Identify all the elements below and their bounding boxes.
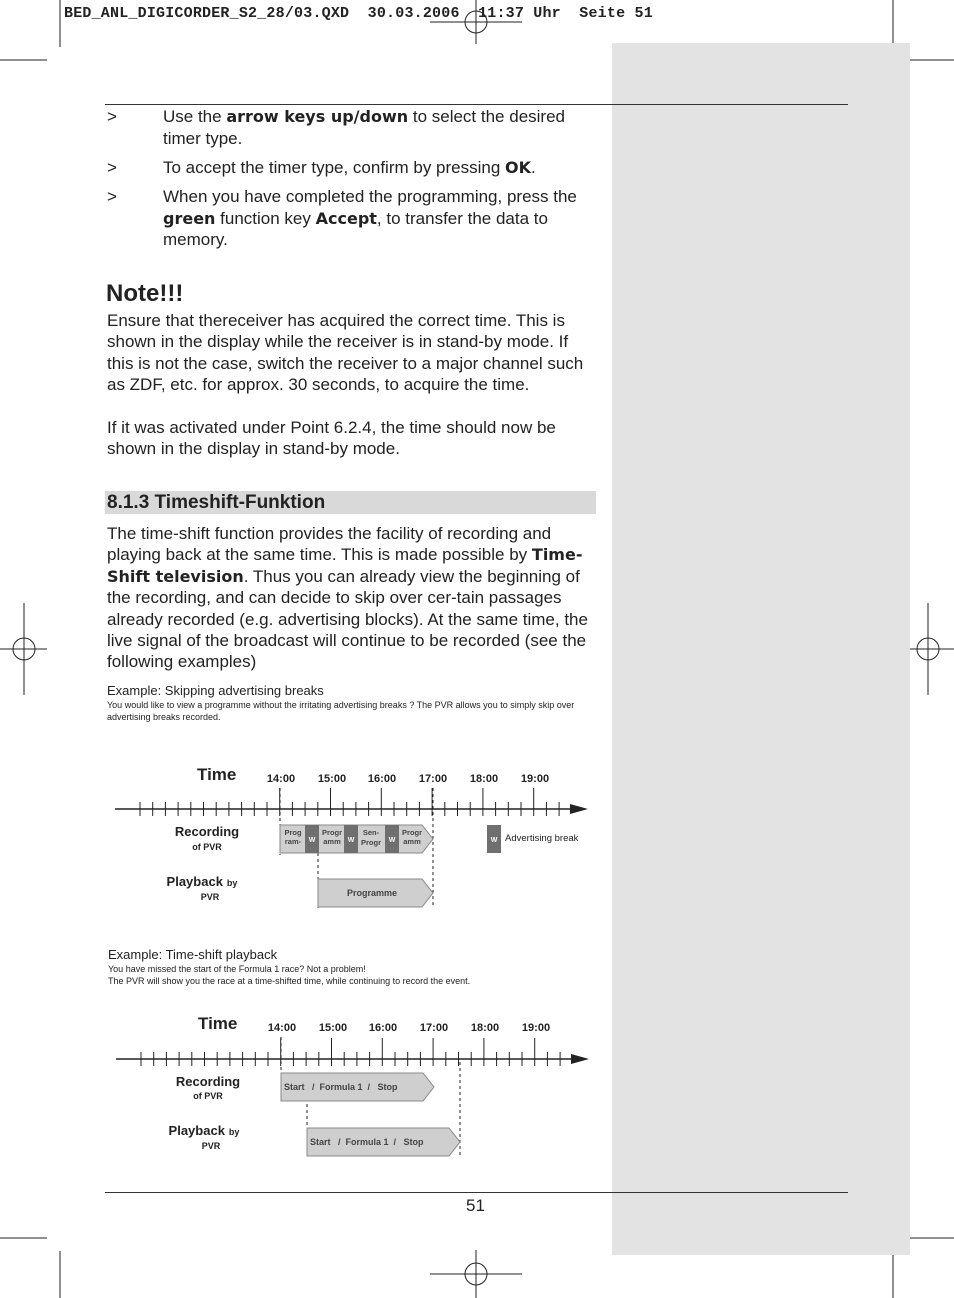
rec-seg-label: Progr [360,838,382,847]
recording-label: Recording [175,1074,241,1089]
axis-arrow [571,1054,589,1064]
playback-sub: PVR [200,892,220,902]
ad-break-label: W [347,837,355,844]
tick-label: 19:00 [520,773,550,785]
tick-label: 15:00 [317,773,347,785]
time-label: Time [198,1014,238,1033]
playback-bar-label: Start / Formula 1 / Stop [310,1137,424,1147]
rec-seg-label: Sen- [362,828,380,837]
playback-label: Playback by [168,1123,240,1138]
example2-description-1: You have missed the start of the Formula 1 race? Not a problem! [108,964,366,974]
tick-label: 18:00 [469,773,499,785]
legend-ad-break-w: W [490,837,498,844]
timeline-diagram-2 [0,1010,612,1160]
rec-seg-label: Progr [321,828,343,837]
example1-title: Example: Skipping advertising breaks [107,683,324,698]
timeline-diagram-1 [0,760,612,920]
top-rule [105,104,848,105]
rec-seg-label: amm [403,837,421,846]
bottom-rule [105,1192,848,1193]
bullet-mark: > [107,107,117,126]
note-paragraph: Ensure that thereceiver has acquired the correct time. This is shown in the display while the receiver is in stand-by mode. If this is not the case, switch the receiver to a major channel such as ZDF, etc. for approx. 30 seconds, to acquire the time. [107,311,584,395]
recording-label: Recording [174,824,240,839]
example2-title: Example: Time-shift playback [108,947,278,962]
tick-label: 18:00 [470,1022,500,1034]
bullet-text: When you have completed the programming, press the green function key Accept, to transfer the data to memory. [163,187,577,249]
recording-sub: of PVR [193,1091,223,1101]
page-number: 51 [466,1196,485,1215]
tick-label: 15:00 [318,1022,348,1034]
rec-seg-label: Prog [284,828,302,837]
example2-description-2: The PVR will show you the race at a time-shifted time, while continuing to record the event. [108,976,471,986]
bullet-mark: > [107,187,117,206]
playback-bar-label: Programme [346,888,398,898]
ad-break-label: W [308,837,316,844]
bullet-text: Use the arrow keys up/down to select the desired timer type. [163,107,565,148]
recording-bar-label: Start / Formula 1 / Stop [284,1082,398,1092]
tick-label: 16:00 [367,773,397,785]
axis-ticks [140,788,559,816]
sidebar-panel [612,43,910,1255]
rec-seg-label: ram- [284,837,302,846]
rec-seg-label: amm [323,837,341,846]
tick-label: 14:00 [267,1022,297,1034]
print-header: BED_ANL_DIGICORDER_S2_28/03.QXD 30.03.2006 11:37 Uhr Seite 51 [64,5,653,22]
legend-ad-break-text: Advertising break [505,833,579,844]
tick-label: 14:00 [266,773,296,785]
tick-label: 19:00 [521,1022,551,1034]
axis-arrow [570,804,588,814]
tick-label: 17:00 [418,773,448,785]
tick-label: 17:00 [419,1022,449,1034]
section-intro: The time-shift function provides the facility of recording and playing back at the same time. This is made possible by Time-Shift television. Thus you can already view the beginning of the recording, and can decide to skip over cer-tain passages already recorded (e.g. advertising blocks). At the same time, the live signal of the broadcast will continue to be recorded (see the following examples) [107,524,588,672]
bullet-text: To accept the timer type, confirm by pressing OK. [163,158,536,177]
bullet-mark: > [107,158,117,177]
example1-description: You would like to view a programme without the irritating advertising breaks ? The PVR allows you to simply skip over advertising breaks recorded. [107,700,575,722]
note-paragraph-2: If it was activated under Point 6.2.4, the time should now be shown in the display in stand-by mode. [107,418,556,459]
ad-break-label: W [388,837,396,844]
time-label: Time [197,765,237,784]
recording-sub: of PVR [192,842,222,852]
section-title: 8.1.3 Timeshift-Funktion [107,492,326,513]
rec-seg-label: Progr [401,828,423,837]
note-title: Note!!! [106,280,184,307]
playback-sub: PVR [201,1141,221,1151]
playback-label: Playback by [166,874,238,889]
axis-ticks [141,1038,560,1066]
tick-label: 16:00 [368,1022,398,1034]
